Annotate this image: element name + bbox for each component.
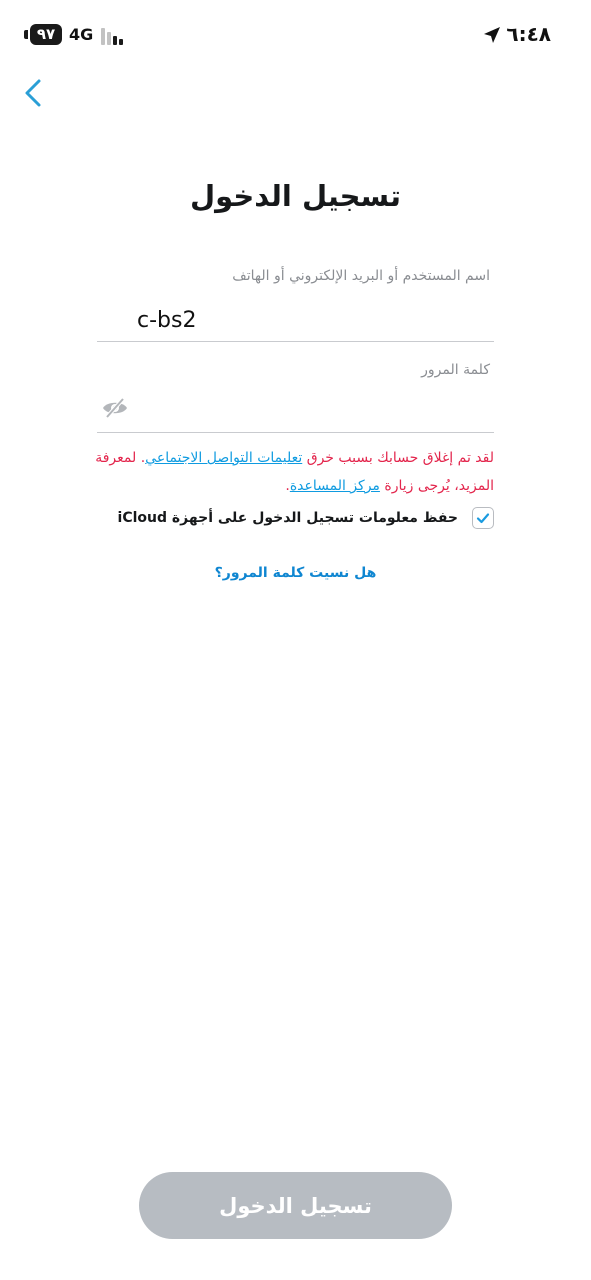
status-time: ٦:٤٨ — [506, 22, 551, 46]
remember-login-label: حفظ معلومات تسجيل الدخول على أجهزة iCloud — [117, 510, 458, 526]
back-button[interactable] — [18, 76, 52, 112]
username-input[interactable] — [97, 302, 494, 338]
login-button[interactable]: تسجيل الدخول — [139, 1172, 452, 1239]
checkmark-icon — [475, 510, 491, 526]
chevron-left-icon — [18, 76, 52, 112]
remember-login-row — [118, 506, 494, 530]
remember-login-checkbox[interactable] — [472, 507, 494, 529]
username-label: اسم المستخدم أو البريد الإلكتروني أو الهاتف — [232, 268, 490, 284]
network-type: 4G — [69, 25, 94, 44]
community-guidelines-link[interactable]: تعليمات التواصل الاجتماعي — [145, 450, 303, 466]
notice-text-3: . — [285, 478, 290, 494]
status-bar — [0, 0, 591, 70]
notice-text-1: لقد تم إغلاق حسابك بسبب خرق — [302, 450, 494, 466]
location-arrow-icon — [482, 25, 502, 45]
account-locked-notice — [94, 444, 494, 500]
password-input[interactable] — [97, 390, 494, 428]
battery-cap — [24, 30, 28, 39]
signal-strength-icon — [101, 27, 127, 45]
password-underline — [97, 432, 494, 433]
battery-indicator: ٩٧ — [30, 24, 62, 45]
page-title: تسجيل الدخول — [190, 179, 401, 213]
notice-text-2: . لمعرفة المزيد، يُرجى زيارة — [95, 450, 494, 494]
username-underline — [97, 341, 494, 342]
help-center-link[interactable]: مركز المساعدة — [289, 478, 380, 494]
password-label: كلمة المرور — [421, 362, 490, 378]
password-visibility-toggle[interactable] — [101, 395, 129, 421]
forgot-password-link[interactable]: هل نسيت كلمة المرور؟ — [214, 565, 377, 581]
eye-off-icon — [101, 395, 129, 421]
